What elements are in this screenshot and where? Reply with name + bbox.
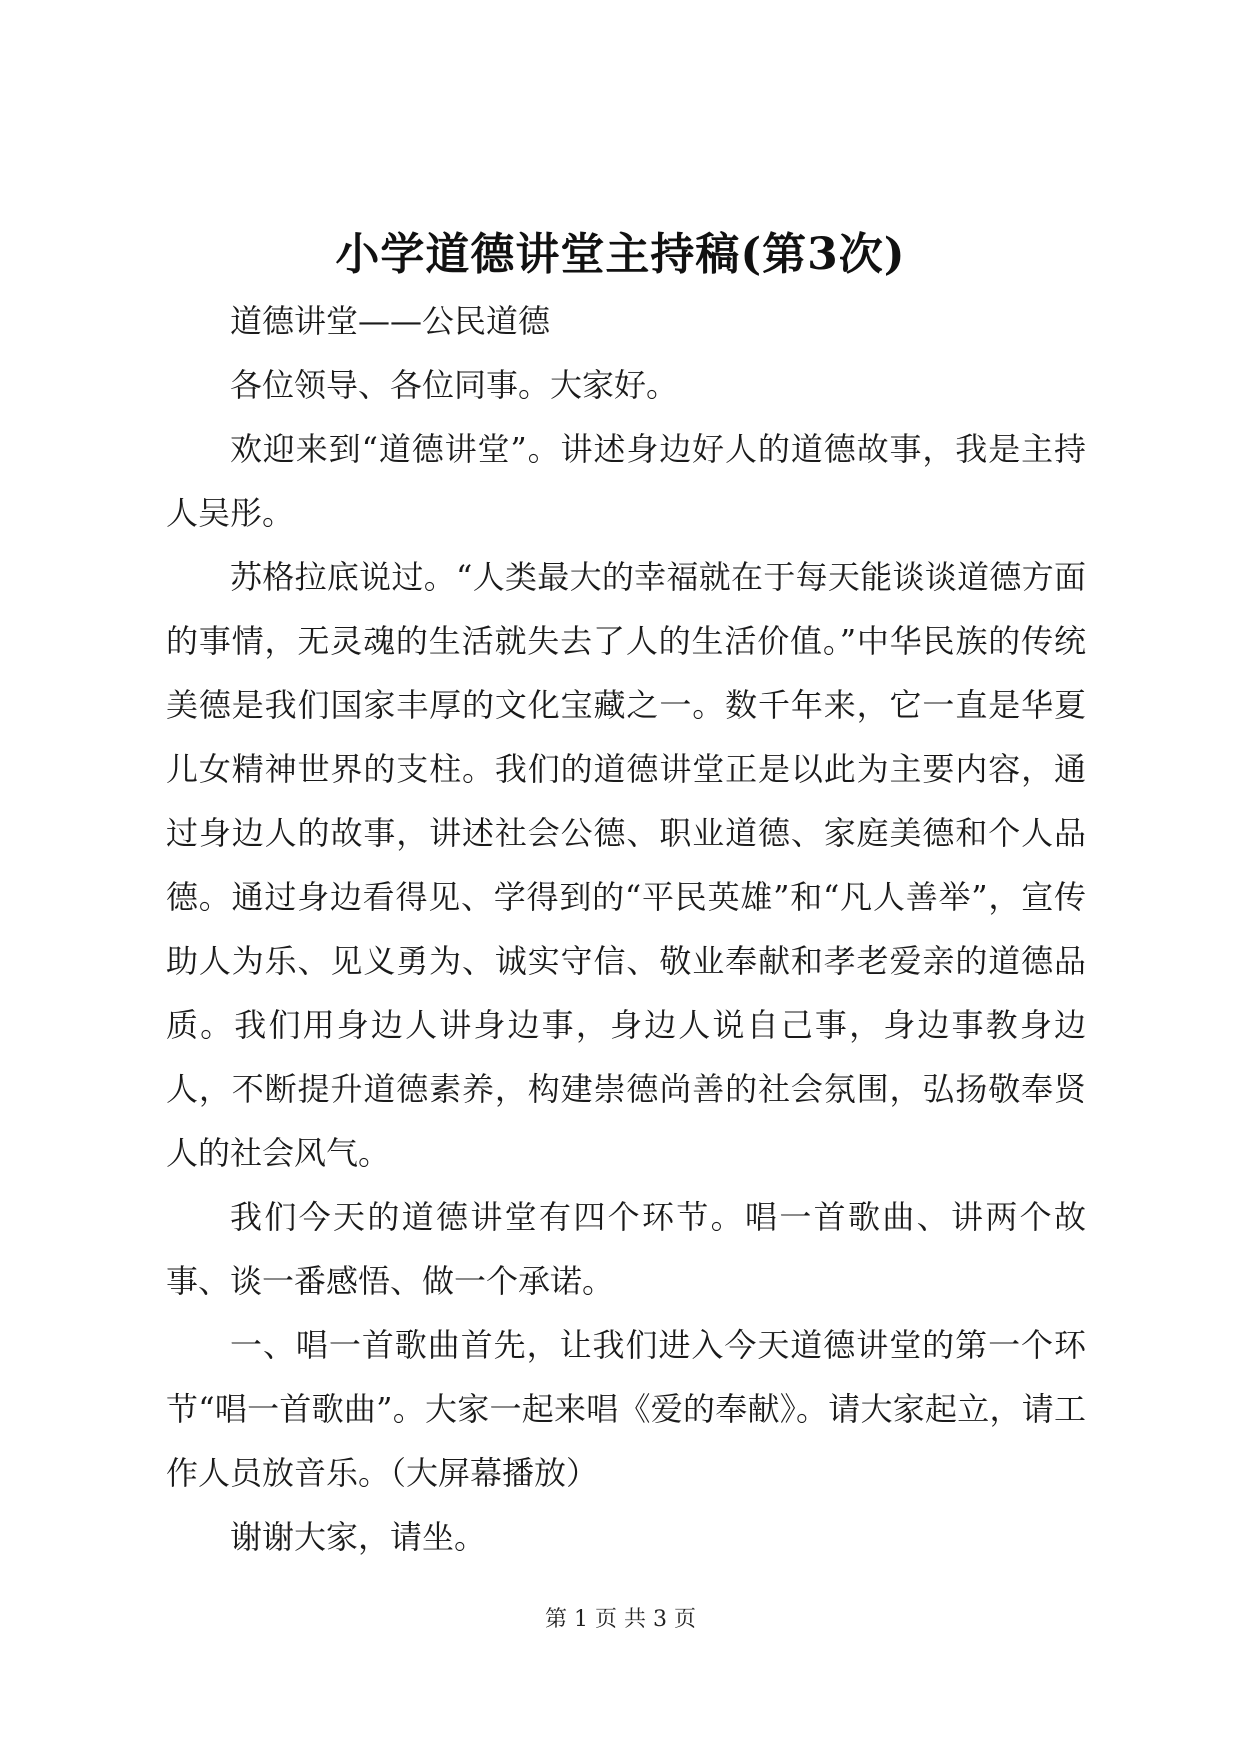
paragraph-agenda: 我们今天的道德讲堂有四个环节。唱一首歌曲、讲两个故事、谈一番感悟、做一个承诺。 [166,1198,1086,1300]
paragraph-welcome: 欢迎来到“道德讲堂”。讲述身边好人的道德故事，我是主持人吴彤。 [166,430,1086,532]
paragraph-introduction: 苏格拉底说过。“人类最大的幸福就在于每天能谈谈道德方面的事情，无灵魂的生活就失去了人的生活价值。”中华民族的传统美德是我们国家丰厚的文化宝藏之一。数千年来，它一直是华夏儿女精神世界的支柱。我们的道德讲堂正是以此为主要内容，通过身边人的故事，讲述社会公德、职业道德、家庭美德和个人品德。通过身边看得见、学得到的“平民英雄”和“凡人善举”，宣传助人为乐、见义勇为、诚实守信、敬业奉献和孝老爱亲的道德品质。我们用身边人讲身边事，身边人说自己事，身边事教身边人，不断提升道德素养，构建崇德尚善的社会氛围，弘扬敬奉贤人的社会风气。 [166,558,1086,1172]
document-title: 小学道德讲堂主持稿(第3次) [335,229,906,280]
paragraph-section-one: 一、唱一首歌曲首先，让我们进入今天道德讲堂的第一个环节“唱一首歌曲”。大家一起来唱《爱的奉献》。请大家起立，请工作人员放音乐。（大屏幕播放） [166,1326,1086,1492]
document-body [166,289,1086,1569]
paragraph-greeting: 各位领导、各位同事。大家好。 [230,366,679,404]
paragraph-thanks: 谢谢大家，请坐。 [230,1518,487,1556]
page-number: 第 1 页 共 3 页 [545,1607,696,1632]
paragraph-subtitle: 道德讲堂——公民道德 [230,302,551,340]
